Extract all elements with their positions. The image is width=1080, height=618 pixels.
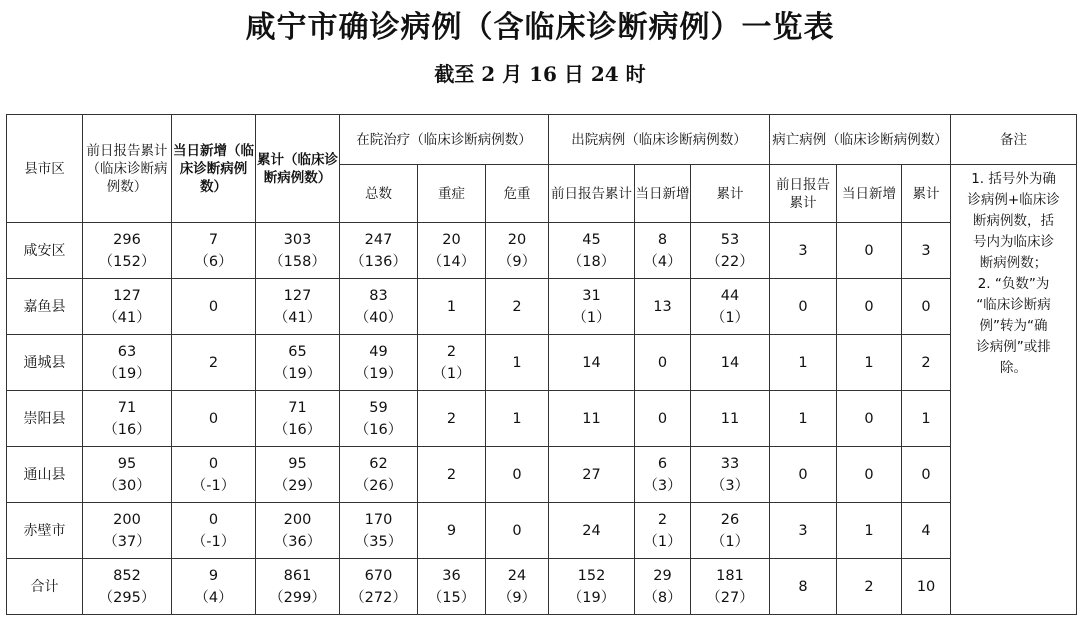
- header-prev-report: 前日报告累计（临床诊断病例数）: [83, 115, 172, 223]
- cell-value: 95: [117, 455, 137, 472]
- cell-clinical-value: （29）: [273, 477, 322, 494]
- table-cell: [635, 335, 691, 391]
- cell-value: 65: [288, 343, 307, 360]
- county-name: 赤壁市: [7, 503, 83, 559]
- county-name: 通城县: [7, 335, 83, 391]
- table-cell: [902, 335, 951, 391]
- cell-value: 0: [208, 455, 219, 472]
- page-subtitle: 截至 2 月 16 日 24 时: [434, 62, 646, 86]
- cell-clinical-value: （1）: [710, 533, 750, 550]
- table-cell: [837, 335, 902, 391]
- cell-clinical-value: （35）: [354, 533, 403, 550]
- table-cell: [770, 279, 837, 335]
- cell-clinical-value: （4）: [643, 253, 682, 270]
- cell-clinical-value: （19）: [567, 589, 616, 606]
- subheader-deaths-cum: 累计: [902, 165, 951, 223]
- subheader-critical: 危重: [486, 165, 549, 223]
- table-cell: [902, 559, 951, 615]
- table-cell: [418, 447, 486, 503]
- remarks-line: 1. 括号外为确: [971, 171, 1056, 187]
- table-cell: [340, 503, 418, 559]
- cell-clinical-value: （4）: [194, 589, 233, 606]
- table-cell: [83, 391, 172, 447]
- cell-clinical-value: （19）: [103, 365, 151, 382]
- cell-clinical-value: （-1）: [191, 533, 236, 550]
- remarks-line: 断病例数；: [979, 255, 1048, 271]
- cell-value: 26: [720, 511, 740, 528]
- cell-value: 71: [117, 399, 137, 416]
- table-cell: [549, 503, 635, 559]
- cell-value: 0: [208, 298, 219, 315]
- table-row: [7, 279, 1077, 335]
- table-cell: [172, 559, 256, 615]
- cell-value: 861: [283, 567, 312, 584]
- header-today-new: 当日新增（临床诊断病例数）: [172, 115, 256, 223]
- cell-clinical-value: （3）: [643, 477, 682, 494]
- cell-clinical-value: （-1）: [191, 477, 236, 494]
- cell-value: 2: [446, 410, 457, 427]
- cell-value: 2: [208, 354, 219, 371]
- cell-clinical-value: （1）: [432, 365, 471, 382]
- cell-value: 2: [446, 466, 457, 483]
- cell-value: 0: [864, 298, 874, 315]
- table-cell: [691, 503, 770, 559]
- cell-value: 59: [369, 399, 388, 416]
- table-cell: [770, 335, 837, 391]
- cell-clinical-value: （26）: [354, 477, 403, 494]
- table-row: [7, 503, 1077, 559]
- cell-value: 2: [657, 511, 668, 528]
- remarks-line: 除。: [1000, 360, 1028, 376]
- table-cell: [635, 223, 691, 279]
- table-cell: [340, 559, 418, 615]
- cell-value: 20: [442, 231, 461, 248]
- page-title: 咸宁市确诊病例（含临床诊断病例）一览表: [245, 10, 835, 45]
- cell-value: 1: [798, 354, 808, 371]
- cell-clinical-value: （37）: [103, 533, 151, 550]
- cell-value: 36: [442, 567, 461, 584]
- cell-clinical-value: （9）: [497, 589, 537, 606]
- table-cell: [549, 279, 635, 335]
- table-cell: [837, 503, 902, 559]
- county-name: 崇阳县: [7, 391, 83, 447]
- cell-clinical-value: （9）: [497, 253, 537, 270]
- table-cell: [340, 447, 418, 503]
- cell-value: 13: [653, 298, 672, 315]
- table-cell: [256, 391, 340, 447]
- table-cell: [486, 223, 549, 279]
- table-cell: [635, 391, 691, 447]
- county-name: 合计: [7, 559, 83, 615]
- cell-value: 247: [364, 231, 393, 248]
- header-in-hospital: 在院治疗（临床诊断病例数）: [340, 115, 549, 165]
- table-cell: [256, 223, 340, 279]
- cell-clinical-value: （18）: [567, 253, 616, 270]
- table-cell: [486, 559, 549, 615]
- cell-clinical-value: （1）: [643, 533, 682, 550]
- cell-value: 181: [716, 567, 744, 584]
- cell-value: 127: [283, 287, 312, 304]
- cell-value: 2: [864, 578, 874, 595]
- cell-clinical-value: （41）: [273, 309, 322, 326]
- cell-clinical-value: （8）: [643, 589, 682, 606]
- table-cell: [83, 559, 172, 615]
- cell-clinical-value: （295）: [98, 589, 156, 606]
- cell-value: 303: [283, 231, 312, 248]
- table-cell: [418, 503, 486, 559]
- table-cell: [635, 279, 691, 335]
- table-cell: [172, 503, 256, 559]
- cell-value: 0: [864, 242, 874, 259]
- table-cell: [837, 447, 902, 503]
- cell-clinical-value: （136）: [350, 253, 407, 270]
- table-cell: [486, 279, 549, 335]
- cell-clinical-value: （272）: [350, 589, 407, 606]
- cell-clinical-value: （3）: [710, 477, 750, 494]
- table-cell: [837, 559, 902, 615]
- table-cell: [418, 559, 486, 615]
- subheader-deaths-today: 当日新增: [837, 165, 902, 223]
- subheader-severe: 重症: [418, 165, 486, 223]
- cell-value: 8: [798, 578, 808, 595]
- cell-value: 45: [582, 231, 601, 248]
- table-row: [7, 559, 1077, 615]
- cell-value: 170: [364, 511, 393, 528]
- table-cell: [770, 447, 837, 503]
- table-cell: [83, 279, 172, 335]
- table-cell: [691, 447, 770, 503]
- table-cell: [418, 391, 486, 447]
- cell-value: 62: [369, 455, 388, 472]
- cell-value: 852: [113, 567, 141, 584]
- cell-value: 53: [720, 231, 740, 248]
- table-cell: [83, 335, 172, 391]
- cell-value: 0: [798, 466, 808, 483]
- table-cell: [691, 223, 770, 279]
- table-cell: [635, 447, 691, 503]
- table-cell: [340, 223, 418, 279]
- cell-value: 0: [512, 466, 522, 483]
- county-name: 咸安区: [7, 223, 83, 279]
- cell-value: 1: [512, 410, 522, 427]
- remarks-line: 诊病例”或排: [976, 339, 1051, 355]
- cell-value: 0: [208, 511, 219, 528]
- table-cell: [691, 391, 770, 447]
- table-cell: [549, 559, 635, 615]
- cell-value: 8: [657, 231, 668, 248]
- remarks-line: 例”转为“确: [979, 318, 1048, 334]
- cell-value: 33: [720, 455, 740, 472]
- cell-value: 1: [446, 298, 457, 315]
- cell-value: 31: [582, 287, 601, 304]
- cell-value: 14: [582, 354, 601, 371]
- subheader-discharged-prev: 前日报告累计: [549, 165, 635, 223]
- table-cell: [549, 391, 635, 447]
- cell-clinical-value: （27）: [706, 589, 754, 606]
- cell-value: 71: [288, 399, 307, 416]
- table-cell: [902, 391, 951, 447]
- table-cell: [172, 279, 256, 335]
- subheader-discharged-today: 当日新增: [635, 165, 691, 223]
- table-row: [7, 391, 1077, 447]
- table-cell: [418, 279, 486, 335]
- cell-clinical-value: （36）: [273, 533, 322, 550]
- cell-value: 24: [582, 522, 601, 539]
- subheader-total: 总数: [340, 165, 418, 223]
- county-name: 嘉鱼县: [7, 279, 83, 335]
- table-row: [7, 447, 1077, 503]
- subheader-deaths-prev: 前日报告累计: [770, 165, 837, 223]
- cell-value: 3: [798, 522, 808, 539]
- remarks-cell: [951, 165, 1077, 615]
- table-row: [7, 223, 1077, 279]
- cell-value: 0: [798, 298, 808, 315]
- case-table: [6, 114, 1077, 615]
- cell-value: 14: [720, 354, 740, 371]
- table-cell: [172, 335, 256, 391]
- cell-value: 1: [864, 354, 874, 371]
- cell-clinical-value: （16）: [103, 421, 151, 438]
- cell-value: 127: [113, 287, 141, 304]
- cell-clinical-value: （1）: [710, 309, 750, 326]
- table-cell: [486, 335, 549, 391]
- header-deaths: 病亡病例（临床诊断病例数）: [770, 115, 951, 165]
- cell-value: 63: [117, 343, 137, 360]
- cell-value: 10: [916, 578, 936, 595]
- cell-value: 3: [921, 242, 931, 259]
- cell-value: 152: [577, 567, 606, 584]
- cell-clinical-value: （19）: [354, 365, 403, 382]
- table-cell: [902, 503, 951, 559]
- cell-value: 0: [921, 298, 931, 315]
- table-cell: [549, 447, 635, 503]
- table-cell: [172, 223, 256, 279]
- table-cell: [256, 279, 340, 335]
- table-row: [7, 335, 1077, 391]
- table-cell: [691, 559, 770, 615]
- cell-value: 2: [512, 298, 522, 315]
- cell-value: 24: [507, 567, 527, 584]
- remarks-line: 号内为临床诊: [973, 234, 1055, 250]
- table-cell: [902, 447, 951, 503]
- table-cell: [172, 391, 256, 447]
- cell-clinical-value: （1）: [572, 309, 611, 326]
- table-cell: [418, 335, 486, 391]
- cell-value: 296: [113, 231, 141, 248]
- cell-value: 27: [582, 466, 601, 483]
- cell-value: 7: [208, 231, 219, 248]
- table-cell: [770, 391, 837, 447]
- cell-value: 11: [582, 410, 601, 427]
- cell-value: 0: [921, 466, 931, 483]
- cell-value: 670: [364, 567, 393, 584]
- table-cell: [486, 447, 549, 503]
- remarks-line: 断病例数，括: [973, 213, 1055, 229]
- table-cell: [256, 559, 340, 615]
- cell-value: 0: [657, 410, 668, 427]
- cell-value: 83: [369, 287, 388, 304]
- cell-clinical-value: （15）: [427, 589, 476, 606]
- table-cell: [635, 503, 691, 559]
- cell-clinical-value: （40）: [354, 309, 403, 326]
- table-cell: [83, 223, 172, 279]
- table-cell: [770, 223, 837, 279]
- cell-value: 200: [113, 511, 141, 528]
- cell-value: 29: [653, 567, 672, 584]
- remarks-line: “临床诊断病: [976, 297, 1051, 313]
- cell-value: 3: [798, 242, 808, 259]
- table-cell: [837, 391, 902, 447]
- table-cell: [83, 447, 172, 503]
- table-cell: [902, 279, 951, 335]
- cell-clinical-value: （16）: [354, 421, 403, 438]
- cell-value: 2: [446, 343, 457, 360]
- table-cell: [256, 335, 340, 391]
- remarks-line: 2. “负数”为: [977, 276, 1050, 292]
- cell-value: 0: [512, 522, 522, 539]
- cell-clinical-value: （6）: [194, 253, 233, 270]
- remarks-line: 诊病例+临床诊: [967, 192, 1060, 208]
- cell-value: 200: [283, 511, 312, 528]
- table-cell: [256, 447, 340, 503]
- cell-clinical-value: （19）: [273, 365, 322, 382]
- table-cell: [770, 503, 837, 559]
- cell-value: 9: [446, 522, 457, 539]
- table-cell: [340, 335, 418, 391]
- table-cell: [418, 223, 486, 279]
- cell-clinical-value: （158）: [269, 253, 326, 270]
- table-cell: [340, 279, 418, 335]
- table-cell: [83, 503, 172, 559]
- table-cell: [486, 391, 549, 447]
- header-cumulative: 累计（临床诊断病例数）: [256, 115, 340, 223]
- cell-clinical-value: （152）: [98, 253, 156, 270]
- cell-value: 1: [798, 410, 808, 427]
- county-name: 通山县: [7, 447, 83, 503]
- cell-value: 0: [657, 354, 668, 371]
- cell-value: 1: [864, 522, 874, 539]
- cell-value: 0: [864, 466, 874, 483]
- cell-clinical-value: （14）: [427, 253, 476, 270]
- cell-clinical-value: （22）: [706, 253, 754, 270]
- cell-value: 2: [921, 354, 931, 371]
- table-cell: [549, 223, 635, 279]
- header-discharged: 出院病例（临床诊断病例数）: [549, 115, 770, 165]
- cell-value: 44: [720, 287, 740, 304]
- cell-value: 95: [288, 455, 307, 472]
- table-cell: [486, 503, 549, 559]
- table-cell: [691, 335, 770, 391]
- table-cell: [256, 503, 340, 559]
- cell-value: 1: [921, 410, 931, 427]
- cell-value: 0: [864, 410, 874, 427]
- header-remarks: 备注: [951, 115, 1077, 165]
- cell-value: 6: [657, 455, 668, 472]
- cell-clinical-value: （41）: [103, 309, 151, 326]
- cell-value: 11: [720, 410, 740, 427]
- table-cell: [837, 279, 902, 335]
- cell-value: 0: [208, 410, 219, 427]
- table-cell: [837, 223, 902, 279]
- cell-value: 4: [921, 522, 931, 539]
- cell-value: 1: [512, 354, 522, 371]
- cell-clinical-value: （299）: [269, 589, 326, 606]
- cell-value: 20: [507, 231, 527, 248]
- header-county: 县市区: [7, 115, 83, 223]
- cell-value: 9: [208, 567, 219, 584]
- table-cell: [549, 335, 635, 391]
- table-cell: [172, 447, 256, 503]
- table-cell: [635, 559, 691, 615]
- cell-clinical-value: （30）: [103, 477, 151, 494]
- subheader-discharged-cum: 累计: [691, 165, 770, 223]
- cell-value: 49: [369, 343, 388, 360]
- table-cell: [902, 223, 951, 279]
- table-cell: [340, 391, 418, 447]
- cell-clinical-value: （16）: [273, 421, 322, 438]
- table-cell: [770, 559, 837, 615]
- table-cell: [691, 279, 770, 335]
